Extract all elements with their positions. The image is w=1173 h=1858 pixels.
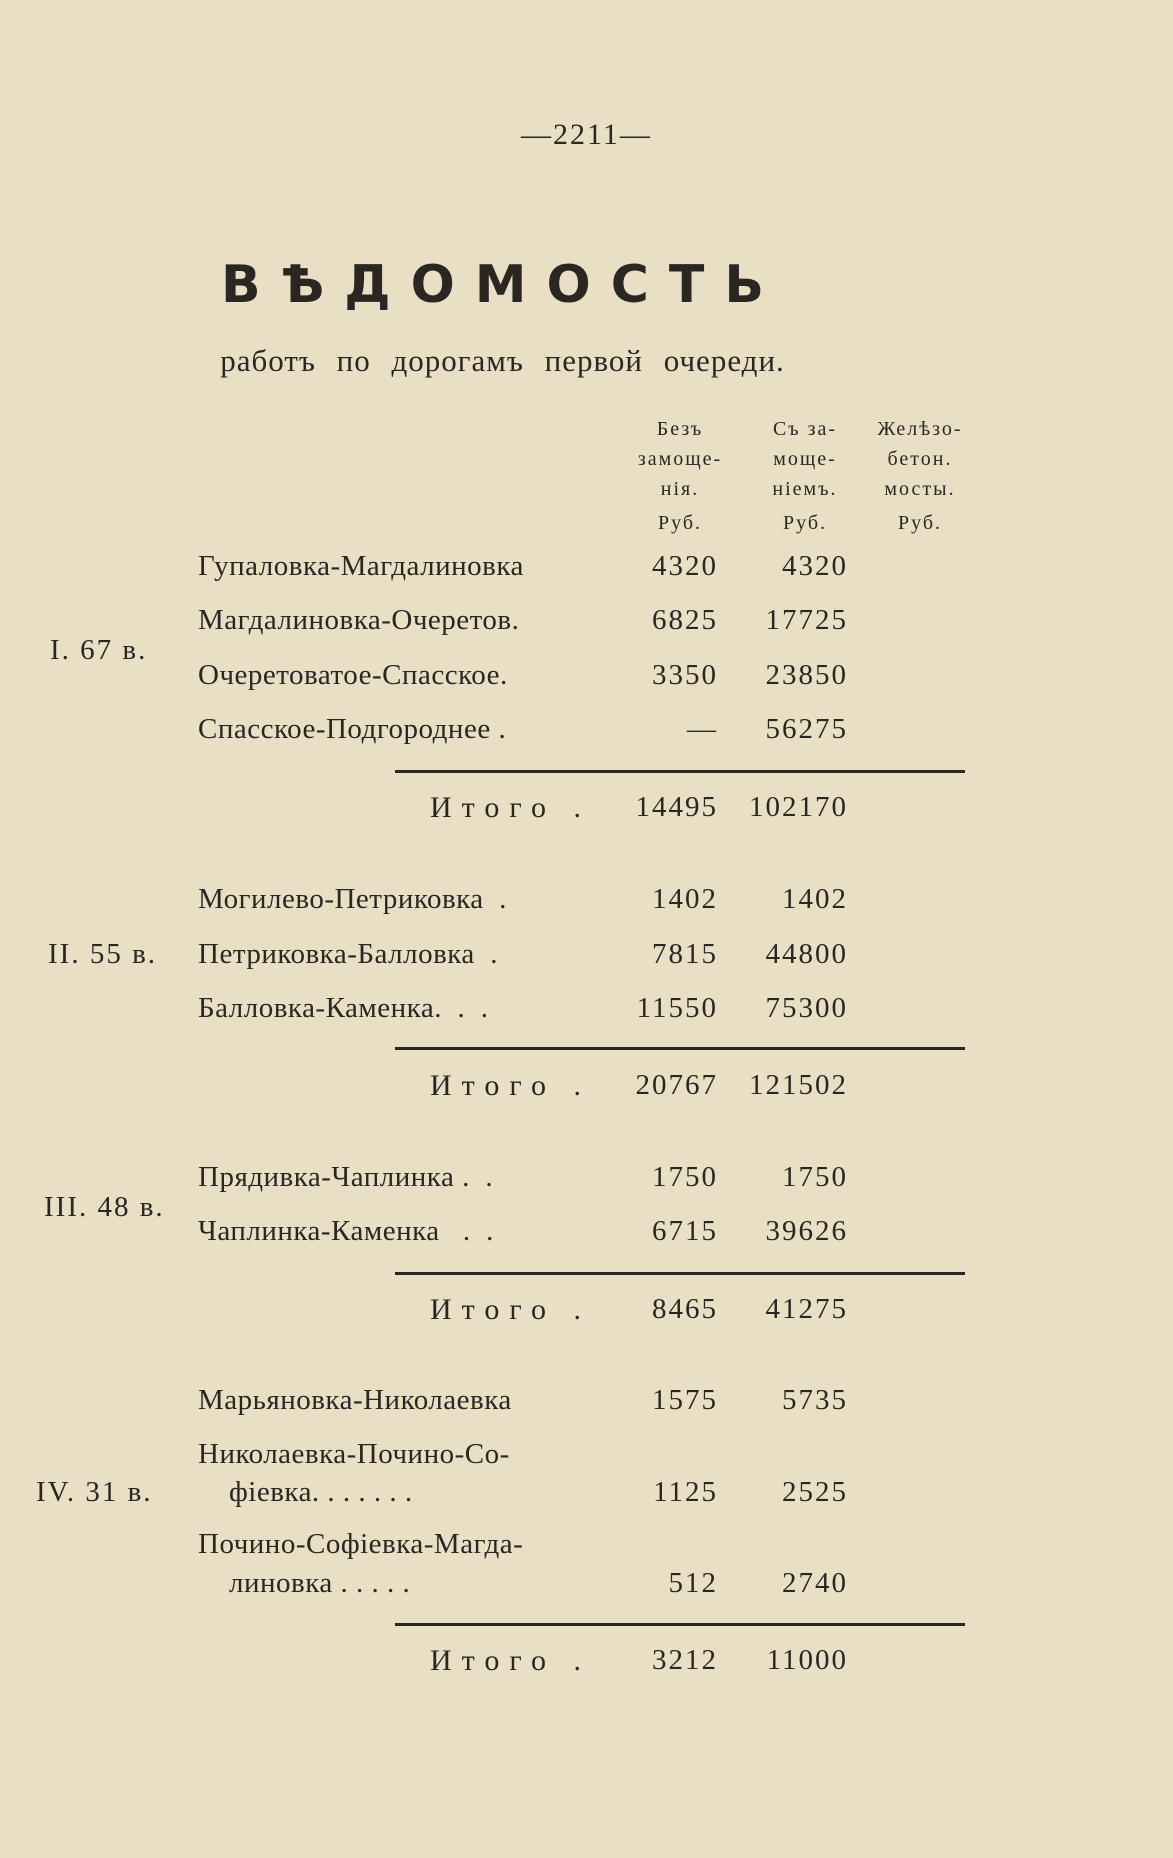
cost-without-paving: 6715 bbox=[652, 1215, 718, 1247]
cost-without-paving: 1750 bbox=[652, 1161, 718, 1193]
total-without-paving: 8465 bbox=[652, 1293, 718, 1325]
cost-with-paving: 44800 bbox=[765, 938, 848, 970]
total-rule bbox=[395, 1623, 965, 1626]
cost-with-paving: 56275 bbox=[765, 713, 848, 745]
cost-with-paving: 4320 bbox=[782, 550, 848, 582]
total-without-paving: 3212 bbox=[652, 1644, 718, 1676]
cost-with-paving: 1750 bbox=[782, 1161, 848, 1193]
route-name-continued: фіевка. . . . . . . bbox=[198, 1476, 413, 1508]
route-name: Очеретоватое-Спасское. bbox=[198, 659, 508, 691]
cost-without-paving: 4320 bbox=[652, 550, 718, 582]
total-label: Итого . bbox=[430, 1644, 591, 1677]
total-without-paving: 14495 bbox=[635, 791, 718, 823]
route-name: Прядивка-Чаплинка . . bbox=[198, 1161, 494, 1193]
cost-with-paving: 75300 bbox=[765, 992, 848, 1024]
column-unit: Руб. bbox=[657, 512, 703, 534]
cost-with-paving: 17725 bbox=[765, 604, 848, 636]
route-name: Марьяновка-Николаевка bbox=[198, 1384, 512, 1416]
route-name: Магдалиновка-Очеретов. bbox=[198, 604, 520, 636]
cost-with-paving: 23850 bbox=[765, 659, 848, 691]
total-label: Итого . bbox=[430, 1293, 591, 1326]
total-rule bbox=[395, 1047, 965, 1050]
cost-without-paving: 1125 bbox=[653, 1476, 718, 1508]
cost-without-paving: 7815 bbox=[652, 938, 718, 970]
cost-without-paving: 1402 bbox=[652, 883, 718, 915]
total-with-paving: 11000 bbox=[766, 1644, 848, 1676]
column-header-without-paving: Безъ замоще- нія. bbox=[637, 418, 723, 500]
total-with-paving: 102170 bbox=[749, 791, 848, 823]
column-unit: Руб. bbox=[782, 512, 828, 534]
column-header-concrete-bridges: Желѣзо- бетон. мосты. bbox=[877, 418, 963, 500]
column-header-with-paving: Съ за- моще- ніемъ. bbox=[772, 418, 838, 500]
total-rule bbox=[395, 1272, 965, 1275]
document-title: ВѢДОМОСТЬ bbox=[220, 255, 785, 315]
total-with-paving: 121502 bbox=[749, 1069, 848, 1101]
page-number: —2211— bbox=[521, 118, 652, 151]
cost-with-paving: 1402 bbox=[782, 883, 848, 915]
cost-without-paving: 6825 bbox=[652, 604, 718, 636]
route-name: Петриковка-Балловка . bbox=[198, 938, 499, 970]
section-label: II. 55 в. bbox=[48, 938, 158, 970]
total-rule bbox=[395, 770, 965, 773]
cost-without-paving: 1575 bbox=[652, 1384, 718, 1416]
cost-without-paving: — bbox=[687, 713, 718, 745]
document-subtitle: работъ по дорогамъ первой очереди. bbox=[220, 343, 785, 378]
route-name: Спасское-Подгороднее . bbox=[198, 713, 507, 745]
section-label: IV. 31 в. bbox=[36, 1476, 153, 1508]
total-with-paving: 41275 bbox=[765, 1293, 848, 1325]
total-without-paving: 20767 bbox=[635, 1069, 718, 1101]
cost-with-paving: 39626 bbox=[765, 1215, 848, 1247]
cost-with-paving: 5735 bbox=[782, 1384, 848, 1416]
cost-without-paving: 11550 bbox=[636, 992, 718, 1024]
cost-with-paving: 2740 bbox=[782, 1567, 848, 1599]
route-name: Почино-Софіевка-Магда- bbox=[198, 1528, 524, 1560]
route-name: Балловка-Каменка. . . bbox=[198, 992, 489, 1024]
cost-without-paving: 3350 bbox=[652, 659, 718, 691]
section-label: I. 67 в. bbox=[50, 634, 148, 666]
route-name-continued: линовка . . . . . bbox=[198, 1567, 411, 1599]
total-label: Итого . bbox=[430, 791, 591, 824]
column-unit: Руб. bbox=[897, 512, 943, 534]
route-name: Чаплинка-Каменка . . bbox=[198, 1215, 494, 1247]
route-name: Гупаловка-Магдалиновка bbox=[198, 550, 524, 582]
route-name: Николаевка-Почино-Со- bbox=[198, 1438, 510, 1470]
cost-without-paving: 512 bbox=[668, 1567, 718, 1599]
total-label: Итого . bbox=[430, 1069, 591, 1102]
cost-with-paving: 2525 bbox=[782, 1476, 848, 1508]
route-name: Могилево-Петриковка . bbox=[198, 883, 507, 915]
section-label: III. 48 в. bbox=[44, 1191, 165, 1223]
